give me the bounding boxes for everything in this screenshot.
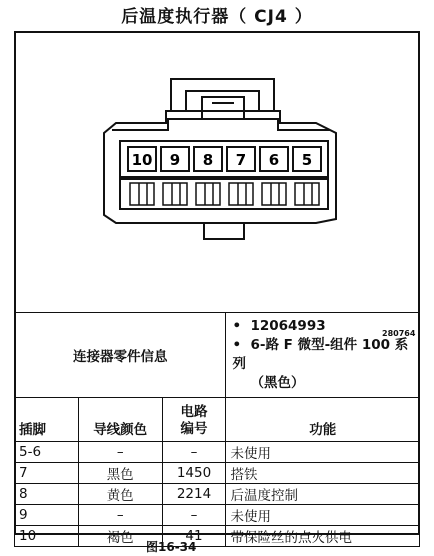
table-row [15, 442, 420, 463]
connector-info-label: 连接器零件信息 [15, 313, 226, 398]
function-cell: 搭铁 [226, 463, 420, 484]
wire-color-cell: 黑色 [78, 463, 162, 484]
header-circuit: 电路 编号 [162, 398, 226, 442]
info-item-type: • 6-路 F 微型-组件 100 系列 [232, 337, 409, 372]
function-cell: 未使用 [226, 505, 420, 526]
table-row [15, 463, 420, 484]
wire-color-cell: 黄色 [78, 484, 162, 505]
pin-cell: 8 [15, 484, 79, 505]
pin-cell: 5-6 [15, 442, 79, 463]
connector-info-list [226, 313, 420, 398]
pin-cell: 9 [15, 505, 79, 526]
terminal-slot [229, 183, 253, 205]
pin-number-label: 9 [169, 151, 181, 169]
pin-number-label: 8 [202, 151, 214, 169]
circuit-cell: 2214 [162, 484, 226, 505]
circuit-cell: – [162, 442, 226, 463]
figure-code: 280764 [382, 329, 416, 338]
page-title: 后温度执行器（ CJ4 ） [121, 7, 313, 27]
pin-number-label: 7 [235, 151, 247, 169]
header-pin: 插脚 [15, 398, 79, 442]
info-item-part-number: • 12064993 [232, 318, 326, 334]
figure-caption: 图16-34 [146, 540, 197, 554]
table-row [15, 505, 420, 526]
function-cell: 未使用 [226, 442, 420, 463]
table-row [15, 526, 420, 547]
wire-color-cell: – [78, 505, 162, 526]
terminal-slot [196, 183, 220, 205]
connector-diagram [16, 33, 418, 315]
info-item-note: （黑色） [250, 375, 305, 391]
circuit-cell: – [162, 505, 226, 526]
pin-cell: 10 [15, 526, 79, 547]
terminal-slot [163, 183, 187, 205]
pin-table [14, 312, 420, 547]
wire-color-cell: 褐色 [78, 526, 162, 547]
header-wire-color: 导线颜色 [78, 398, 162, 442]
terminal-slot [130, 183, 154, 205]
terminal-slot [295, 183, 319, 205]
pin-number-label: 6 [268, 151, 280, 169]
wire-color-cell: – [78, 442, 162, 463]
circuit-cell: 1450 [162, 463, 226, 484]
header-function: 功能 [226, 398, 420, 442]
function-cell: 带保险丝的点火供电 [226, 526, 420, 547]
circuit-cell: 41 [162, 526, 226, 547]
table-row [15, 484, 420, 505]
pin-cell: 7 [15, 463, 79, 484]
terminal-slot [262, 183, 286, 205]
pin-number-label: 10 [131, 151, 153, 169]
pin-number-label: 5 [301, 151, 313, 169]
function-cell: 后温度控制 [226, 484, 420, 505]
